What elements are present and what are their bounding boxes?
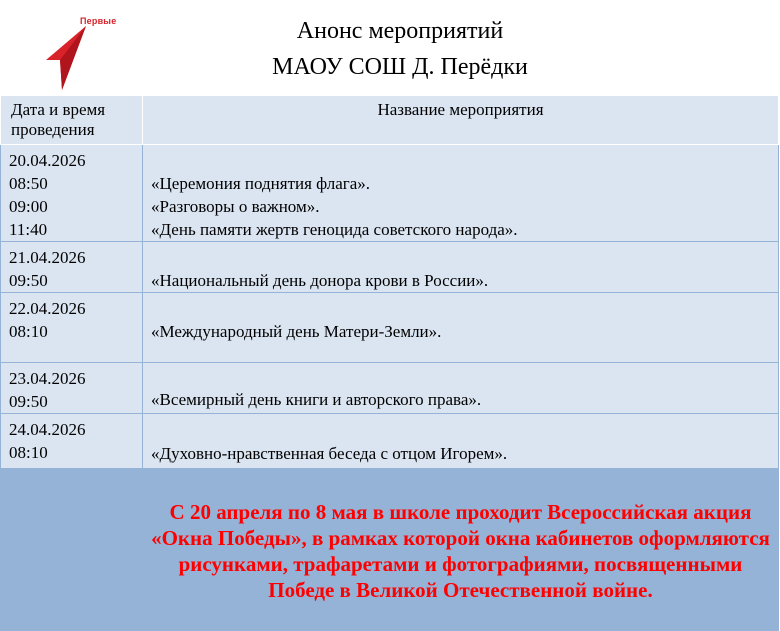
notice-row [1,469,779,631]
event-time: 08:10 [9,443,48,462]
col-name-header: Название мероприятия [143,96,779,145]
row-date-cell [1,414,143,469]
event-time: 11:40 [9,220,48,239]
event-name: «Национальный день донора крови в России». [151,271,489,290]
event-name: «Разговоры о важном». [151,197,320,216]
row-name-cell [143,145,779,242]
row-date-cell [1,363,143,414]
event-date: 21.04.2026 [9,248,86,267]
event-time: 08:10 [9,322,48,341]
event-name: «День памяти жертв геноцида советского народа». [151,220,518,239]
page-title-line1: Анонс мероприятий [296,18,504,44]
event-time: 09:50 [9,392,48,411]
table-row [1,145,779,242]
event-date: 24.04.2026 [9,420,86,439]
event-name: «Духовно-нравственная беседа с отцом Игорем». [151,444,508,463]
events-table [0,95,779,631]
row-name-cell [143,363,779,414]
row-name-cell [143,414,779,469]
notice-empty-cell [1,469,143,631]
col-date-header: Дата и время проведения [1,96,143,145]
event-name: «Международный день Матери-Земли». [151,322,442,341]
event-date: 22.04.2026 [9,299,86,318]
row-date-cell [1,242,143,293]
table-row [1,293,779,363]
table-row [1,242,779,293]
event-date: 23.04.2026 [9,369,86,388]
row-name-cell [143,293,779,363]
event-time: 08:50 [9,174,48,193]
event-name: «Церемония поднятия флага». [151,174,371,193]
table-row [1,414,779,469]
table-header-row [1,96,779,145]
table-row [1,363,779,414]
event-time: 09:00 [9,197,48,216]
page-title-line2: МАОУ СОШ Д. Перёдки [272,54,528,80]
logo-text: Первые [80,16,117,26]
event-time: 09:50 [9,271,48,290]
event-date: 20.04.2026 [9,151,86,170]
notice-text: С 20 апреля по 8 мая в школе проходит Всероссийская акция «Окна Победы», в рамках которой окна кабинетов оформляются рисунками, трафаретами и фотографиями, посвященными Победе в Великой Отечественной войне. [151,500,770,602]
event-name: «Всемирный день книги и авторского права». [151,390,482,409]
notice-cell [143,469,779,631]
row-date-cell [1,293,143,363]
row-date-cell [1,145,143,242]
row-name-cell [143,242,779,293]
